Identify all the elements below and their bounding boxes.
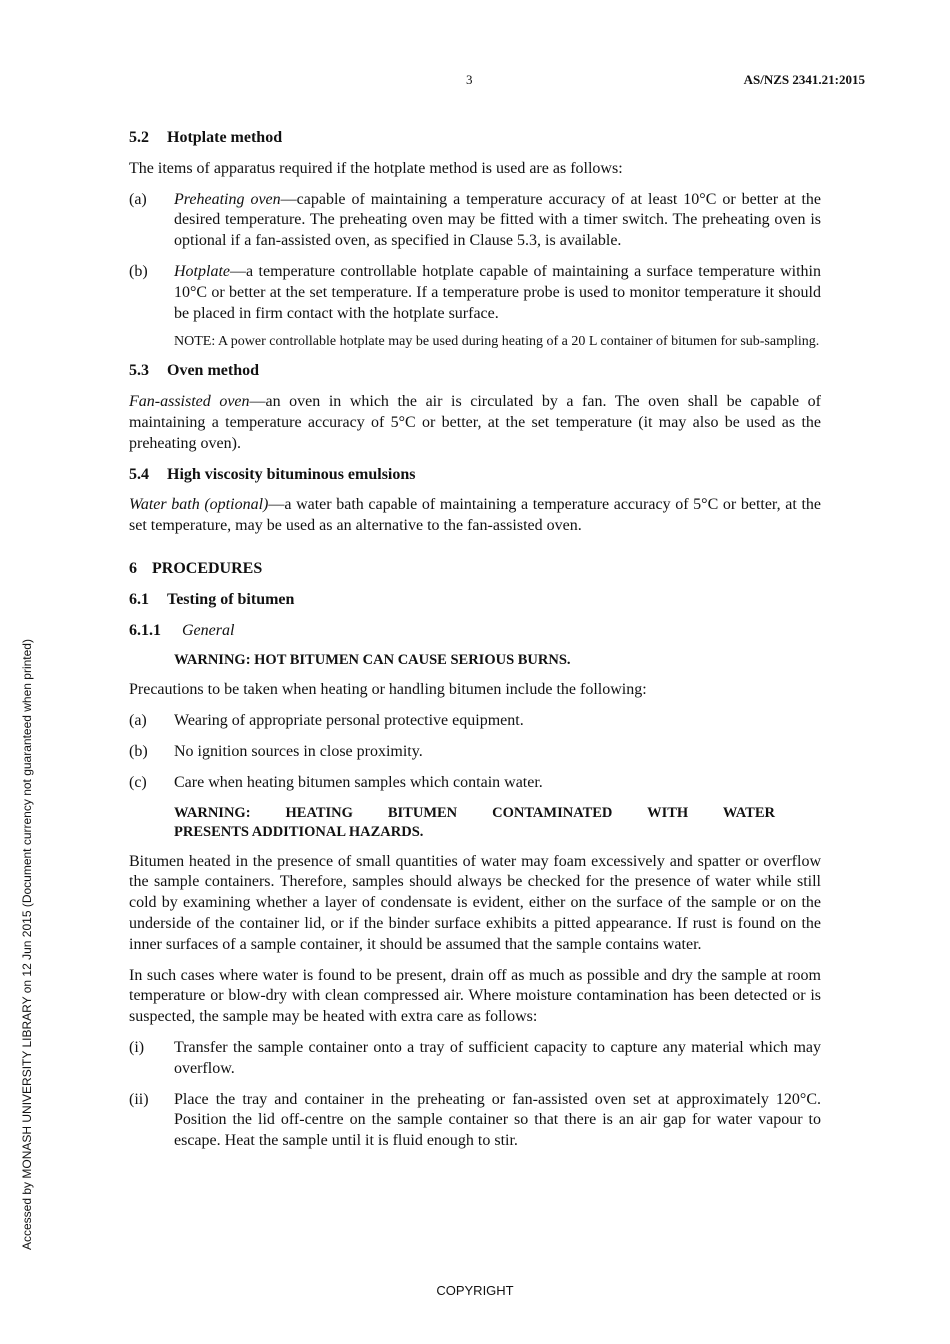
list-item: (a) Wearing of appropriate personal protective equipment.: [129, 712, 524, 730]
warning-hot-bitumen: WARNING: HOT BITUMEN CAN CAUSE SERIOUS BURNS.: [174, 652, 571, 669]
heading-5-3: 5.3 Oven method: [129, 362, 259, 380]
heading-6-1-1: 6.1.1 General: [129, 621, 235, 639]
note: NOTE: A power controllable hotplate may be used during heating of a 20 L container of bitumen for sub-sampling.: [174, 334, 820, 350]
heading-6-1: 6.1 Testing of bitumen: [129, 590, 295, 608]
list-item: (b) No ignition sources in close proximity.: [129, 742, 423, 760]
access-sidebar-text: Accessed by MONASH UNIVERSITY LIBRARY on 12 Jun 2015 (Document currency not guaranteed when printed): [20, 639, 34, 1250]
s54-text: Water bath (optional)—a water bath capable of maintaining a temperature accuracy of 5°C or better, at the set temperature, may be used as an alternative to the fan-assisted oven.: [129, 496, 821, 535]
heading-5-4: 5.4 High viscosity bituminous emulsions: [129, 465, 416, 483]
list-item: (a) Preheating oven—capable of maintaining a temperature accuracy of at least 10°C or better at the desired temperature. The preheating oven may be fitted with a timer switch. The preheating oven is optional if a fan-assisted oven, as specified in Clause 5.3, is available.: [129, 190, 821, 250]
warning-water-contamination: WARNING: HEATING BITUMEN CONTAMINATED WITH WATER PRESENTS ADDITIONAL HAZARDS.: [174, 804, 775, 840]
page-number: 3: [466, 72, 473, 87]
list-item: (c) Care when heating bitumen samples which contain water.: [129, 773, 543, 791]
heading-5-2: 5.2 Hotplate method: [129, 129, 283, 146]
list-item: (b) Hotplate—a temperature controllable hotplate capable of maintaining a surface temperature within 10°C or better at the set temperature. If a temperature probe is used to monitor temperature it should be placed in firm contact with the hotplate surface.: [129, 262, 821, 322]
list-item: (i) Transfer the sample container onto a tray of sufficient capacity to capture any material which may overflow.: [129, 1038, 821, 1077]
s52-intro: The items of apparatus required if the hotplate method is used are as follows:: [129, 159, 623, 177]
heading-6: 6 PROCEDURES: [129, 559, 263, 577]
copyright-footer: COPYRIGHT: [436, 1283, 514, 1298]
page-content: [129, 128, 821, 1152]
precautions-intro: Precautions to be taken when heating or handling bitumen include the following:: [129, 681, 647, 699]
paragraph: Bitumen heated in the presence of small quantities of water may foam excessively and spatter or overflow the sample containers. Therefore, samples should always be checked for the presence of water while still cold by examining whether a layer of condensate is evident, either on the surface of the sample or on the underside of the container lid, or if the binder surface exhibits a pitted appearance. If rust is found on the inner surfaces of a sample container, it should be assumed that the sample contains water.: [129, 852, 821, 953]
paragraph: In such cases where water is found to be present, drain off as much as possible and dry the sample at room temperature or blow-dry with clean compressed air. Where moisture contamination has been detected or is suspected, the sample may be heated with extra care as follows:: [129, 966, 821, 1026]
s53-text: Fan-assisted oven—an oven in which the air is circulated by a fan. The oven shall be capable of maintaining a temperature accuracy of 5°C or better, at the set temperature (it may also be used as the preheating oven).: [129, 393, 821, 452]
standard-id: AS/NZS 2341.21:2015: [743, 72, 865, 87]
list-item: (ii) Place the tray and container in the preheating or fan-assisted oven set at approximately 120°C. Position the lid off-centre on the sample container so that there is an air gap for water vapour to escape. Heat the sample until it is fluid enough to stir.: [129, 1090, 821, 1150]
